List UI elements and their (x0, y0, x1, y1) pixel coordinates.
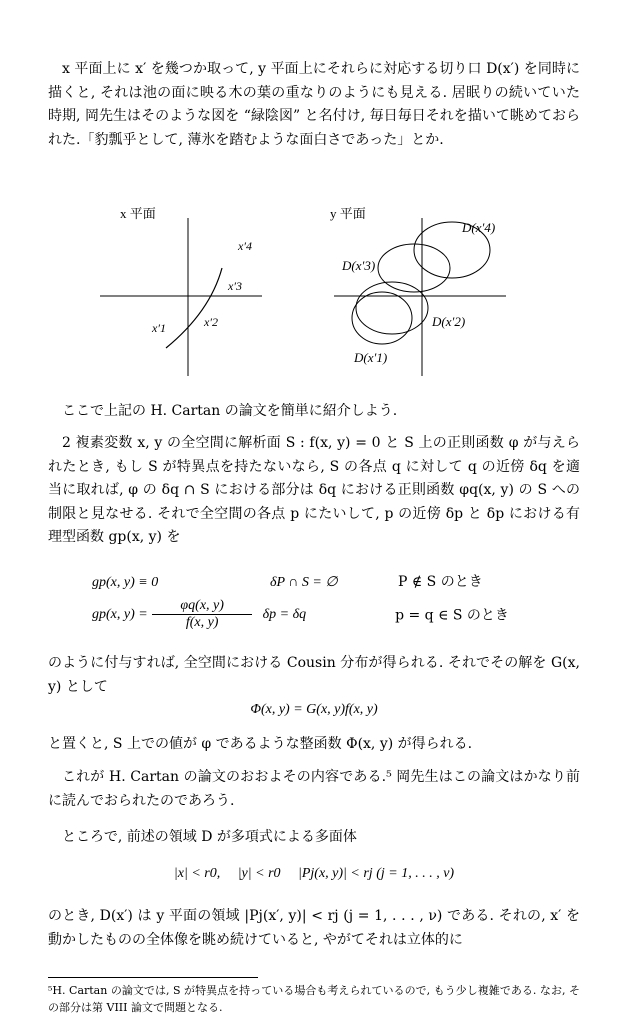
left-plane-title: x 平面 (120, 206, 156, 221)
paragraph-7: ところで, 前述の領域 D が多項式による多面体 (62, 829, 357, 845)
paragraph-3: 2 複素変数 x, y の全空間に解析面 S : f(x, y) = 0 と S 上の正則函数 φ が与えられたとき, もし S が特異点を持たないなら, S の各点 q に対して q の近傍 δq を適当に取れば, φ の δq ∩ S における部分は δq における正則函数 φq(x, y) の S への制限と見なせる. それで全空間の各点 p にたいして, p の近傍 δp と δp における有理型函数 gp(x, y) を (48, 435, 580, 546)
paragraph-6: これが H. Cartan の論文のおおよその内容である.⁵ 岡先生はこの論文はかなり前に読んでおられたのであろう. (48, 769, 580, 809)
right-plane-title: y 平面 (330, 206, 366, 221)
case2-fraction (152, 598, 252, 631)
label-x4: x′4 (238, 239, 252, 253)
label-x1: x′1 (152, 321, 166, 335)
paragraph-4: のように付与すれば, 全空間における Cousin 分布が得られる. それでその解を G(x, y) として (48, 655, 580, 695)
equation-polyhedron: |x| < r0, |y| < r0 |Pj(x, y)| < rj (j = 1, . . . , ν) (173, 866, 455, 881)
figure-midori-zu (92, 200, 522, 380)
label-d2: D(x′2) (432, 314, 466, 329)
equation-phi: Φ(x, y) = G(x, y)f(x, y) (250, 702, 378, 717)
left-curve (166, 268, 222, 348)
paragraph-2: ここで上記の H. Cartan の論文を簡単に紹介しよう. (62, 403, 398, 419)
case1-lhs: gp(x, y) ≡ 0 (92, 575, 159, 590)
label-d4: D(x′4) (462, 220, 496, 235)
label-d3: D(x′3) (342, 258, 376, 273)
case1-mid: δP ∩ S = ∅ (270, 575, 338, 590)
case-row-2 (92, 598, 509, 631)
case2-lhs: gp(x, y) = (92, 606, 148, 622)
label-x3: x′3 (228, 279, 242, 293)
paragraph-1: x 平面上に x′ を幾つか取って, y 平面上にそれらに対応する切り口 D(x′) を同時に描くと, それは池の面に映る木の葉の重なりのようにも見える. 居眠りの続いていた時期, 岡先生はそのような図を “緑陰図” と名付け, 毎日毎日それを描いて眺めておられた.「豹瓢乎として, 薄氷を踏むような面白さであった」とか. (48, 61, 580, 148)
case2-mid: δp = δq (262, 606, 307, 622)
label-d1: D(x′1) (354, 350, 388, 365)
case2-cond: p = q ∈ S のとき (395, 607, 509, 624)
label-x2: x′2 (204, 315, 218, 329)
region-d1 (352, 292, 412, 344)
region-d2 (356, 282, 428, 334)
case-row-1 (92, 571, 483, 591)
footnote-5: ⁵H. Cartan の論文では, S が特異点を持っている場合も考えられているので, もう少し複雑である. なお, その部分は第 VIII 論文で問題となる. (48, 984, 580, 1014)
footnote-rule (48, 977, 258, 978)
case1-cond: P ∉ S のとき (398, 574, 483, 590)
paragraph-8: のとき, D(x′) は y 平面の領域 |Pj(x′, y)| < rj (j = 1, . . . , ν) である. それの, x′ を動かしたものの全体像を眺め続けていると, やがてそれは立体的に (48, 908, 580, 948)
case2-numerator: φq(x, y) (152, 598, 252, 615)
paragraph-5: と置くと, S 上での値が φ であるような整函数 Φ(x, y) が得られる. (48, 736, 473, 752)
case2-denominator: f(x, y) (185, 615, 219, 630)
